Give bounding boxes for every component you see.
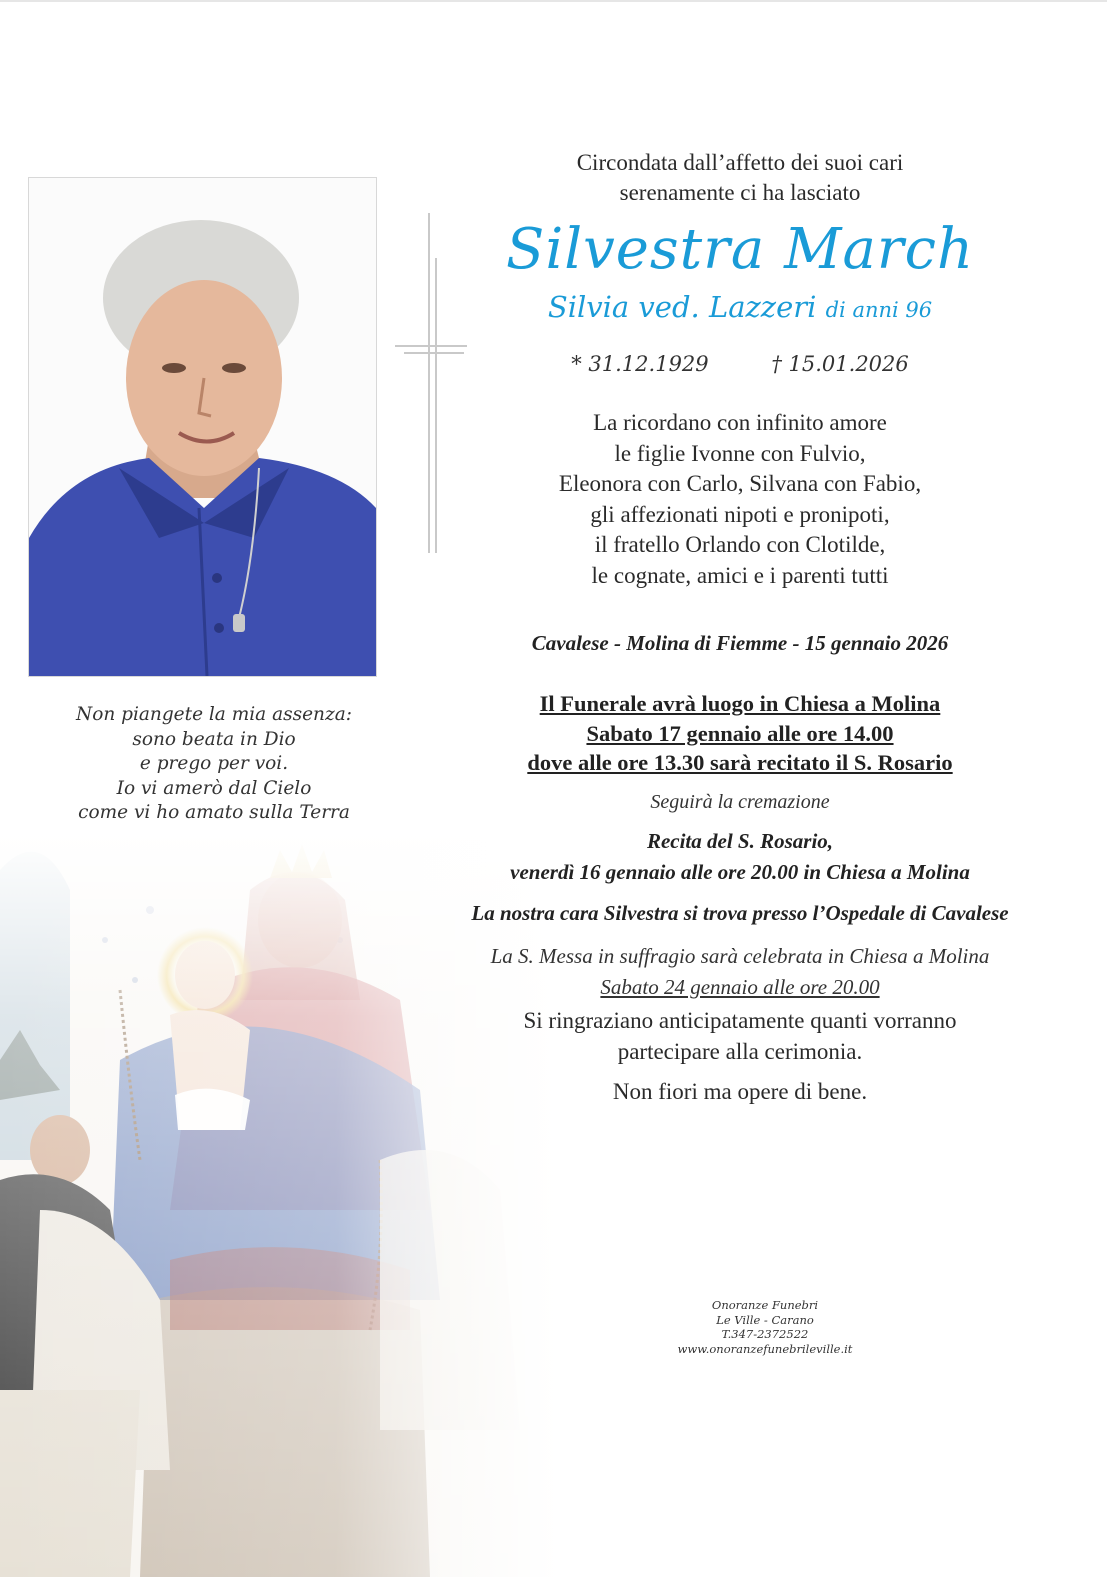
mass-info <box>415 941 1065 1003</box>
mourner-line: La ricordano con infinito amore <box>593 410 887 435</box>
mourner-line: gli affezionati nipoti e pronipoti, <box>590 501 890 527</box>
funeral-info <box>415 689 1065 778</box>
footer-company: Onoranze Funebri <box>711 1298 819 1312</box>
verse-block <box>28 703 400 826</box>
mourner-line: le figlie Ivonne con Fulvio, <box>614 440 866 466</box>
flowers-note: Non fiori ma opere di bene. <box>612 1079 868 1104</box>
intro-line: Circondata dall’affetto dei suoi cari <box>576 150 904 175</box>
thanks-line: partecipare alla cerimonia. <box>617 1038 863 1064</box>
age-text: di anni 96 <box>825 298 933 322</box>
thanks-line: Si ringraziano anticipatamente quanti vorranno <box>523 1008 957 1033</box>
funeral-line: dove alle ore 13.30 sarà recitato il S. Rosario <box>527 750 953 775</box>
cross-bar <box>395 345 467 347</box>
mourner-line: Eleonora con Carlo, Silvana con Fabio, <box>558 471 922 496</box>
rosary-line: Recita del S. Rosario, <box>646 829 834 853</box>
footer-website: www.onoranzefunebrileville.it <box>677 1341 853 1356</box>
funeral-line: Sabato 17 gennaio alle ore 14.00 <box>586 720 894 746</box>
intro-text <box>415 148 1065 208</box>
mourners-list <box>415 408 1065 591</box>
thanks-text <box>415 1006 1065 1067</box>
deceased-name: Silvestra March <box>505 217 975 282</box>
top-divider <box>0 0 1107 2</box>
mourner-line: le cognate, amici e i parenti tutti <box>591 562 889 588</box>
intro-line: serenamente ci ha lasciato <box>619 180 861 205</box>
life-dates <box>415 348 1065 380</box>
birth-date: * 31.12.1929 <box>571 352 709 376</box>
mass-date: Sabato 24 gennaio alle ore 20.00 <box>600 975 880 999</box>
portrait-image <box>29 178 376 676</box>
deceased-subname <box>415 286 1065 331</box>
footer-location: Le Ville - Carano <box>716 1312 814 1327</box>
portrait-photo <box>28 177 377 677</box>
mass-line: La S. Messa in suffragio sarà celebrata in Chiesa a Molina <box>490 944 990 968</box>
mourner-line: il fratello Orlando con Clotilde, <box>594 532 886 557</box>
verse-line: sono beata in Dio <box>132 728 296 750</box>
verse-line: Io vi amerò dal Cielo <box>116 777 312 799</box>
rosary-info <box>415 826 1065 888</box>
funeral-home-footer <box>620 1298 910 1356</box>
subname-text: Silvia ved. Lazzeri <box>547 290 817 324</box>
funeral-line: Il Funerale avrà luogo in Chiesa a Molina <box>539 691 941 716</box>
hospital-note: La nostra cara Silvestra si trova presso l’Ospedale di Cavalese <box>471 901 1009 925</box>
verse-line: e prego per voi. <box>139 753 289 774</box>
death-date: † 15.01.2026 <box>771 352 909 376</box>
verse-line: come vi ho amato sulla Terra <box>78 802 350 823</box>
place-date: Cavalese - Molina di Fiemme - 15 gennaio 2026 <box>531 631 949 655</box>
footer-phone: T.347-2372522 <box>721 1327 809 1341</box>
verse-line: Non piangete la mia assenza: <box>76 704 352 725</box>
rosary-line: venerdì 16 gennaio alle ore 20.00 in Chiesa a Molina <box>510 860 970 884</box>
cremation-note: Seguirà la cremazione <box>650 791 830 813</box>
